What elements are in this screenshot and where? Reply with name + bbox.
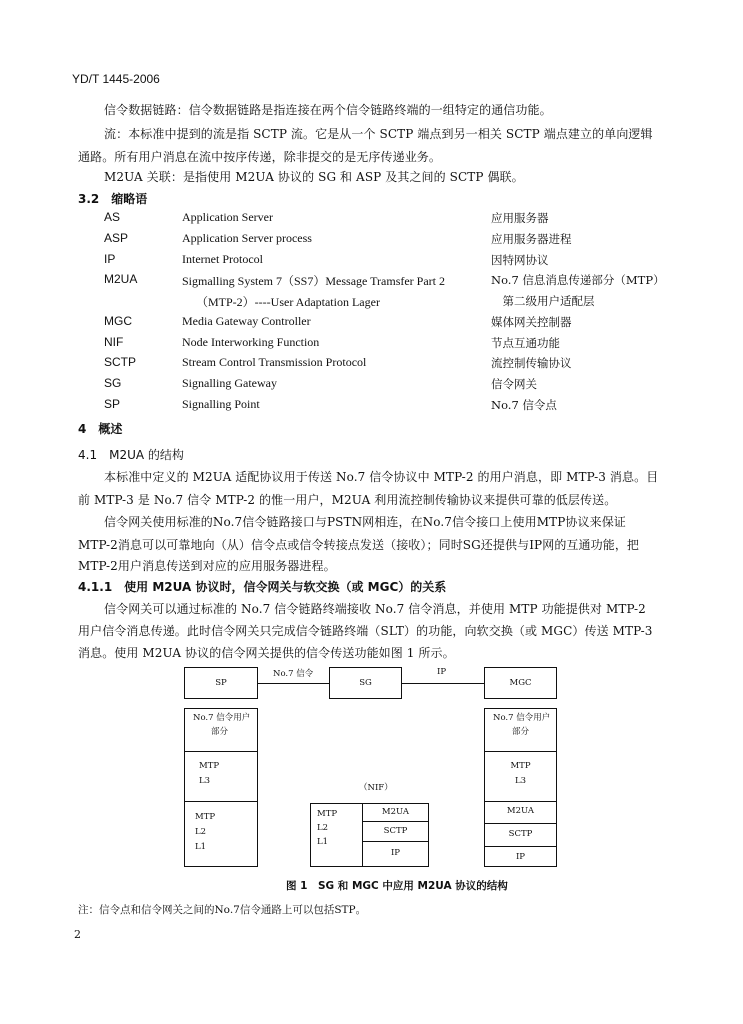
user-part-label: No.7 信令用户	[193, 713, 251, 723]
abbr-english: Application Server	[182, 210, 273, 224]
m2ua-label: M2UA	[506, 806, 535, 816]
section-4-1-1-heading: 4.1.1 使用 M2UA 协议时，信令网关与软交换（或 MGC）的关系	[78, 580, 447, 594]
stack-divider	[485, 751, 556, 752]
stack-divider	[485, 801, 556, 802]
mtp-label: L1	[317, 837, 329, 847]
sg-node-box	[329, 667, 402, 699]
para-4-1-1-line: 用户信令消息传递。此时信令网关只完成信令链路终端（SLT）的功能，向软交换（或 MGC）传送 MTP-3	[78, 624, 653, 638]
abbr-term: SCTP	[104, 355, 137, 369]
figure-note: 注：信令点和信令网关之间的No.7信令通路上可以包括STP。	[78, 904, 367, 916]
section-4-1-heading: 4.1 M2UA 的结构	[78, 448, 184, 462]
user-part-label: 部分	[211, 727, 229, 737]
abbr-english: Signalling Point	[182, 397, 260, 411]
page-number: 2	[74, 928, 81, 941]
abbr-english: Stream Control Transmission Protocol	[182, 355, 367, 369]
document-id: YD/T 1445-2006	[72, 72, 160, 86]
mtp-l3-label: L3	[514, 776, 527, 786]
nif-label: （NIF）	[359, 783, 393, 793]
mtp-label: L2	[317, 823, 329, 833]
sctp-label: SCTP	[508, 829, 533, 839]
abbr-english-continued: （MTP-2）----User Adaptation Lager	[196, 295, 380, 309]
definition-stream-line-2: 通路。所有用户消息在流中按序传递，除非提交的是无序传递业务。	[78, 150, 442, 164]
abbr-chinese: No.7 信息消息传递部分（MTP）	[491, 273, 665, 287]
abbr-term: ASP	[104, 231, 129, 245]
ip-link-line	[402, 683, 484, 684]
ip-label: IP	[515, 852, 526, 862]
mtp-l2-label: MTP	[195, 812, 216, 822]
mtp-l3-label: MTP	[199, 761, 220, 771]
definition-stream-line-1: 流：本标准中提到的流是指 SCTP 流。它是从一个 SCTP 端点到另一相关 SCTP 端点建立的单向逻辑	[104, 127, 653, 141]
sp-node-box	[184, 667, 258, 699]
mtp-l3-label: MTP	[510, 761, 531, 771]
section-4-heading: 4 概述	[78, 422, 123, 436]
abbr-term: AS	[104, 210, 121, 224]
abbr-chinese: 流控制传输协议	[491, 356, 572, 370]
abbr-term: MGC	[104, 314, 132, 328]
mtp-l3-label: L3	[199, 776, 211, 786]
abbr-english: Node Interworking Function	[182, 335, 320, 349]
sg-protocol-stack	[310, 803, 429, 867]
abbr-chinese-continued: 第二级用户适配层	[491, 294, 595, 308]
stack-divider	[185, 801, 257, 802]
figure-caption: 图 1 SG 和 MGC 中应用 M2UA 协议的结构	[286, 880, 508, 892]
stack-divider	[485, 823, 556, 824]
stack-divider	[362, 821, 429, 822]
para-4-1-line: 本标准中定义的 M2UA 适配协议用于传送 No.7 信令协议中 MTP-2 的用户消息，即 MTP-3 消息。目	[104, 470, 659, 484]
stack-divider	[185, 751, 257, 752]
ip-label: IP	[390, 848, 401, 858]
section-3-2-heading: 3.2 缩略语	[78, 192, 148, 206]
abbr-chinese: 媒体网关控制器	[491, 315, 572, 329]
abbr-english: Application Server process	[182, 231, 312, 245]
abbr-chinese: 应用服务器进程	[491, 232, 572, 246]
ss7-link-label: No.7 信令	[273, 669, 314, 679]
stack-divider	[362, 841, 429, 842]
abbr-term: SG	[104, 376, 122, 390]
abbr-chinese: 信令网关	[491, 377, 537, 391]
abbr-english: Internet Protocol	[182, 252, 263, 266]
abbr-english: Sigmalling System 7（SS7）Message Tramsfer Part 2	[182, 274, 446, 288]
abbr-english: Media Gateway Controller	[182, 314, 311, 328]
sg-node-label: SG	[359, 678, 372, 688]
para-4-1-1-line: 信令网关可以通过标准的 No.7 信令链路终端接收 No.7 信令消息，并使用 MTP 功能提供对 MTP-2	[104, 602, 646, 616]
sctp-label: SCTP	[383, 826, 408, 836]
abbr-chinese: No.7 信令点	[491, 398, 557, 412]
abbr-chinese: 因特网协议	[491, 253, 549, 267]
abbr-term: NIF	[104, 335, 124, 349]
abbr-term: M2UA	[104, 272, 138, 286]
abbr-english: Signalling Gateway	[182, 376, 277, 390]
sp-protocol-stack	[184, 708, 258, 867]
para-4-1-line: MTP-2消息可以可靠地向（从）信令点或信令转接点发送（接收）；同时SG还提供与IP网的互通功能，把	[78, 538, 640, 552]
para-4-1-line: 前 MTP-3 是 No.7 信令 MTP-2 的惟一用户，M2UA 利用流控制传输协议来提供可靠的低层传送。	[78, 493, 617, 507]
abbr-term: IP	[104, 252, 116, 266]
user-part-label: No.7 信令用户	[493, 713, 551, 723]
definition-m2ua-association: M2UA 关联：是指使用 M2UA 协议的 SG 和 ASP 及其之间的 SCTP 偶联。	[104, 170, 524, 184]
mgc-node-label: MGC	[509, 678, 532, 688]
definition-signalling-data-link: 信令数据链路：信令数据链路是指连接在两个信令链路终端的一组特定的通信功能。	[104, 103, 552, 117]
mtp-label: MTP	[317, 809, 338, 819]
mgc-protocol-stack	[484, 708, 557, 867]
mgc-node-box	[484, 667, 557, 699]
ss7-link-line	[258, 683, 329, 684]
stack-divider	[485, 846, 556, 847]
sp-node-label: SP	[215, 678, 227, 688]
abbr-chinese: 应用服务器	[491, 211, 549, 225]
mtp-l1-label: L1	[195, 842, 207, 852]
para-4-1-1-line: 消息。使用 M2UA 协议的信令网关提供的信令传送功能如图 1 所示。	[78, 646, 455, 660]
para-4-1-line: 信令网关使用标准的No.7信令链路接口与PSTN网相连，在No.7信令接口上使用MTP协议来保证	[104, 515, 626, 529]
m2ua-label: M2UA	[381, 807, 410, 817]
user-part-label: 部分	[512, 727, 530, 737]
ip-link-label: IP	[437, 667, 447, 677]
para-4-1-line: MTP-2用户消息传送到对应的应用服务器进程。	[78, 559, 336, 573]
abbr-term: SP	[104, 397, 121, 411]
abbr-chinese: 节点互通功能	[491, 336, 560, 350]
mtp-l2-label: L2	[195, 827, 207, 837]
